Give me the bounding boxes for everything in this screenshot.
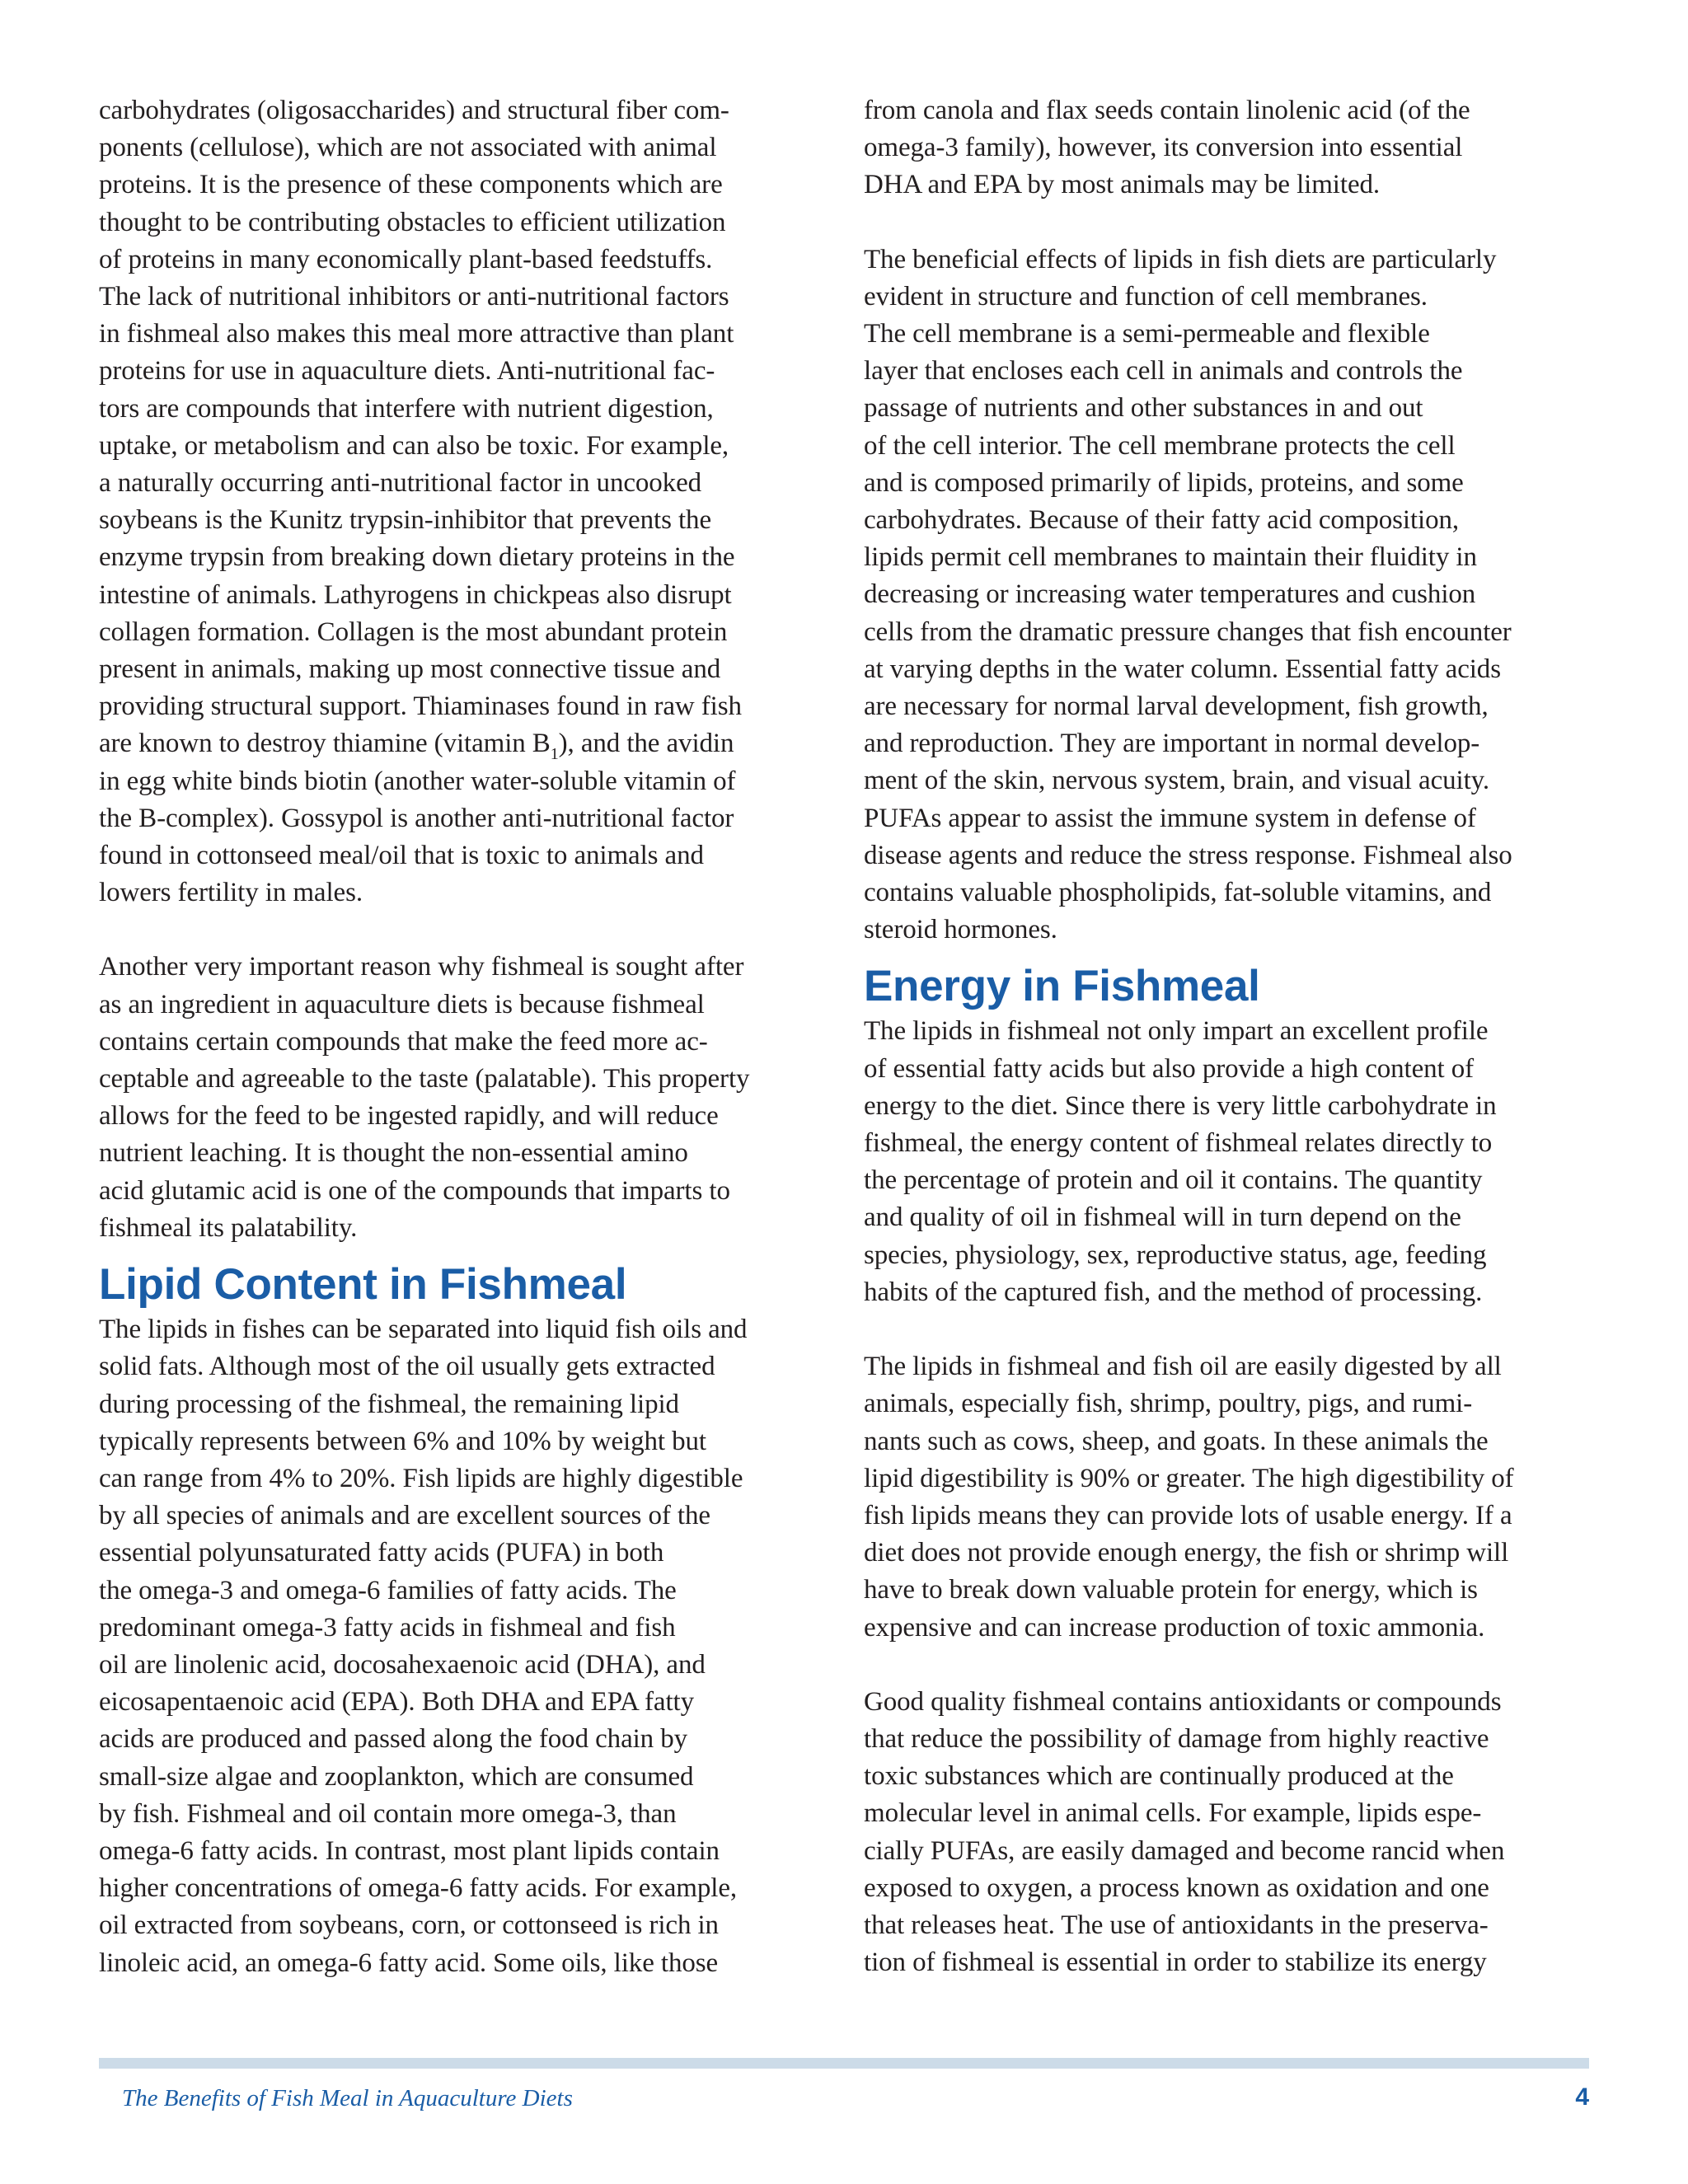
paragraph-text-cont: ), and the avidin in egg white binds biotin (another water-soluble vitamin of the B-complex). Gossypol is another anti-nutritional factor found in cottonseed meal/oil that is toxic to animals and lowers fertility in males.	[99, 729, 736, 908]
subscript: 1	[550, 745, 559, 764]
body-paragraph-digestibility: The lipids in fishmeal and fish oil are easily digested by all animals, especially fish, shrimp, poultry, pigs, and rumi- nants such as cows, sheep, and goats. In these animals the lipid digestibility is 90% or greater. The high digestibility of fish lipids means they can provide lots of usable energy. If a diet does not provide enough energy, the fish or shrimp will have to break down valuable protein for energy, which is expensive and can increase production of toxic ammonia.	[864, 1352, 1514, 1643]
paragraph-gap	[864, 204, 1597, 241]
right-column	[864, 92, 1597, 1981]
section-heading-energy: Energy in Fishmeal	[864, 962, 1260, 1011]
paragraph-gap	[864, 1647, 1597, 1684]
paragraph-gap	[864, 1311, 1597, 1348]
body-paragraph-membranes: The beneficial effects of lipids in fish diets are particularly evident in structure and function of cell membranes. The cell membrane is a semi-permeable and flexible layer that encloses each cell in animals and controls the passage of nutrients and other substances in and out of the cell interior. The cell membrane protects the cell and is composed primarily of lipids, proteins, and some carbohydrates. Because of their fatty acid composition, lipids permit cell membranes to maintain their fluidity in decreasing or increasing water temperatures and cushion cells from the dramatic pressure changes that fish encounter at varying depths in the water column. Essential fatty acids are necessary for normal larval development, fish growth, and reproduction. They are important in normal develop- ment of the skin, nervous system, brain, and visual acuity. PUFAs appear to assist the immune system in defense of disease agents and reduce the stress response. Fishmeal also contains valuable phospholipids, fat-soluble vitamins, and steroid hormones.	[864, 244, 1512, 945]
body-paragraph-energy: The lipids in fishmeal not only impart an excellent profile of essential fatty acids but also provide a high content of energy to the diet. Since there is very little carbohydrate in fishmeal, the energy content of fishmeal relates directly to the percentage of protein and oil it contains. The quantity and quality of oil in fishmeal will in turn depend on the species, physiology, sex, reproductive status, age, feeding habits of the captured fish, and the method of processing.	[864, 1016, 1497, 1307]
body-paragraph-lipids: The lipids in fishes can be separated into liquid fish oils and solid fats. Although most of the oil usually gets extracted during processing of the fishmeal, the remaining lipid typically represents between 6% and 10% by weight but can range from 4% to 20%. Fish lipids are highly digestible by all species of animals and are excellent sources of the essential polyunsaturated fatty acids (PUFA) in both the omega-3 and omega-6 families of fatty acids. The predominant omega-3 fatty acids in fishmeal and fish oil are linolenic acid, docosahexaenoic acid (DHA), and eicosapentaenoic acid (EPA). Both DHA and EPA fatty acids are produced and passed along the food chain by small-size algae and zooplankton, which are consumed by fish. Fishmeal and oil contain more omega-3, than omega-6 fatty acids. In contrast, most plant lipids contain higher concentrations of omega-6 fatty acids. For example, oil extracted from soybeans, corn, or cottonseed is rich in linoleic acid, an omega-6 fatty acid. Some oils, like those	[99, 1315, 748, 1978]
paragraph-gap	[99, 912, 832, 949]
footer-title: The Benefits of Fish Meal in Aquaculture Diets	[122, 2085, 573, 2111]
section-heading-lipid: Lipid Content in Fishmeal	[99, 1260, 627, 1310]
left-column	[99, 92, 832, 1982]
paragraph-text: carbohydrates (oligosaccharides) and structural fiber com- ponents (cellulose), which are not associated with animal proteins. It is the presence of these components which are thought to be contributing obstacles to efficient utilization of proteins in many economically plant-based feedstuffs. The lack of nutritional inhibitors or anti-nutritional factors in fishmeal also makes this meal more attractive than plant proteins for use in aquaculture diets. Anti-nutritional fac- tors are compounds that interfere with nutrient digestion, uptake, or metabolism and can also be toxic. For example, a naturally occurring anti-nutritional factor in uncooked soybeans is the Kunitz trypsin-inhibitor that prevents the enzyme trypsin from breaking down dietary proteins in the intestine of animals. Lathyrogens in chickpeas also disrupt collagen formation. Collagen is the most abundant protein present in animals, making up most connective tissue and providing structural support. Thiaminases found in raw fish are known to destroy thiamine (vitamin B	[99, 96, 742, 759]
body-paragraph-anti-nutritional	[99, 92, 832, 912]
body-paragraph-canola: from canola and flax seeds contain linolenic acid (of the omega-3 family), however, its conversion into essential DHA and EPA by most animals may be limited.	[864, 96, 1470, 200]
page-number: 4	[1575, 2083, 1589, 2111]
body-paragraph-antioxidants: Good quality fishmeal contains antioxidants or compounds that reduce the possibility of damage from highly reactive toxic substances which are continually produced at the molecular level in animal cells. For example, lipids espe- cially PUFAs, are easily damaged and become rancid when exposed to oxygen, a process known as oxidation and one that releases heat. The use of antioxidants in the preserva- tion of fishmeal is essential in order to stabilize its energy	[864, 1686, 1505, 1978]
body-paragraph-palatability: Another very important reason why fishmeal is sought after as an ingredient in aquaculture diets is because fishmeal contains certain compounds that make the feed more ac- ceptable and agreeable to the taste (palatable). This property allows for the feed to be ingested rapidly, and will reduce nutrient leaching. It is thought the non-essential amino acid glutamic acid is one of the compounds that imparts to fishmeal its palatability.	[99, 952, 750, 1243]
footer-rule	[99, 2058, 1589, 2069]
